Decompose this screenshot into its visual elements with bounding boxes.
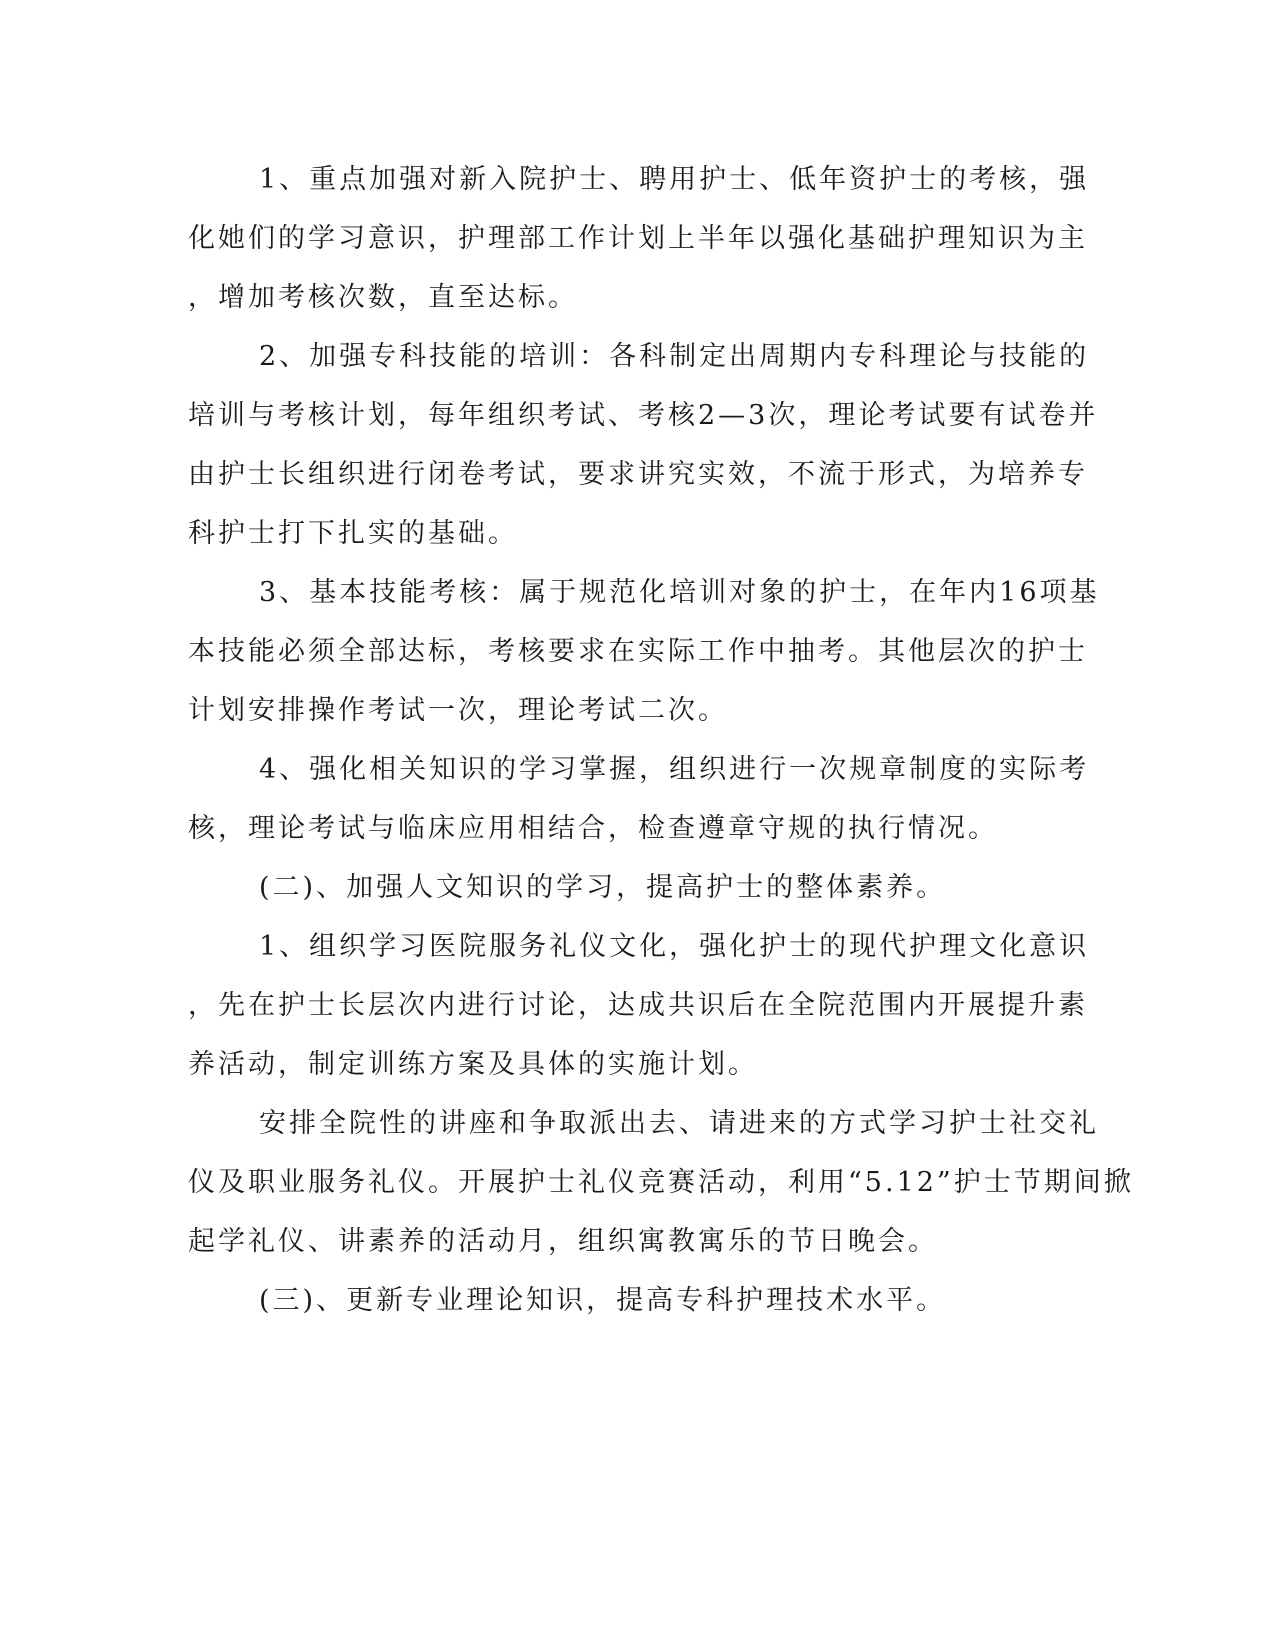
text-line: 培训与考核计划，每年组织考试、考核2—3次，理论考试要有试卷并 bbox=[188, 400, 1099, 431]
text-line: ，先在护士长层次内进行讨论，达成共识后在全院范围内开展提升素 bbox=[188, 990, 1088, 1021]
text-line: 养活动，制定训练方案及具体的实施计划。 bbox=[188, 1049, 758, 1080]
text-line: 安排全院性的讲座和争取派出去、请进来的方式学习护士社交礼 bbox=[259, 1108, 1099, 1139]
section-heading: (三)、更新专业理论知识，提高专科护理技术水平。 bbox=[259, 1285, 947, 1316]
text-line: 由护士长组织进行闭卷考试，要求讲究实效，不流于形式，为培养专 bbox=[188, 459, 1088, 490]
text-line: 本技能必须全部达标，考核要求在实际工作中抽考。其他层次的护士 bbox=[188, 636, 1088, 667]
text-line: 2、加强专科技能的培训：各科制定出周期内专科理论与技能的 bbox=[259, 341, 1090, 372]
text-line: 1、重点加强对新入院护士、聘用护士、低年资护士的考核，强 bbox=[259, 164, 1090, 195]
text-line: 4、强化相关知识的学习掌握，组织进行一次规章制度的实际考 bbox=[259, 754, 1090, 785]
text-line: ，增加考核次数，直至达标。 bbox=[188, 282, 578, 313]
text-line: 计划安排操作考试一次，理论考试二次。 bbox=[188, 695, 728, 726]
text-line: 1、组织学习医院服务礼仪文化，强化护士的现代护理文化意识 bbox=[259, 931, 1090, 962]
text-line: 3、基本技能考核：属于规范化培训对象的护士，在年内16项基 bbox=[259, 577, 1100, 608]
text-line: 起学礼仪、讲素养的活动月，组织寓教寓乐的节日晚会。 bbox=[188, 1226, 938, 1257]
text-line: 核，理论考试与临床应用相结合，检查遵章守规的执行情况。 bbox=[188, 813, 998, 844]
text-line: 仪及职业服务礼仪。开展护士礼仪竞赛活动，利用“5.12”护士节期间掀 bbox=[188, 1167, 1134, 1198]
section-heading: (二)、加强人文知识的学习，提高护士的整体素养。 bbox=[259, 872, 947, 903]
text-line: 科护士打下扎实的基础。 bbox=[188, 518, 518, 549]
text-line: 化她们的学习意识，护理部工作计划上半年以强化基础护理知识为主 bbox=[188, 223, 1088, 254]
